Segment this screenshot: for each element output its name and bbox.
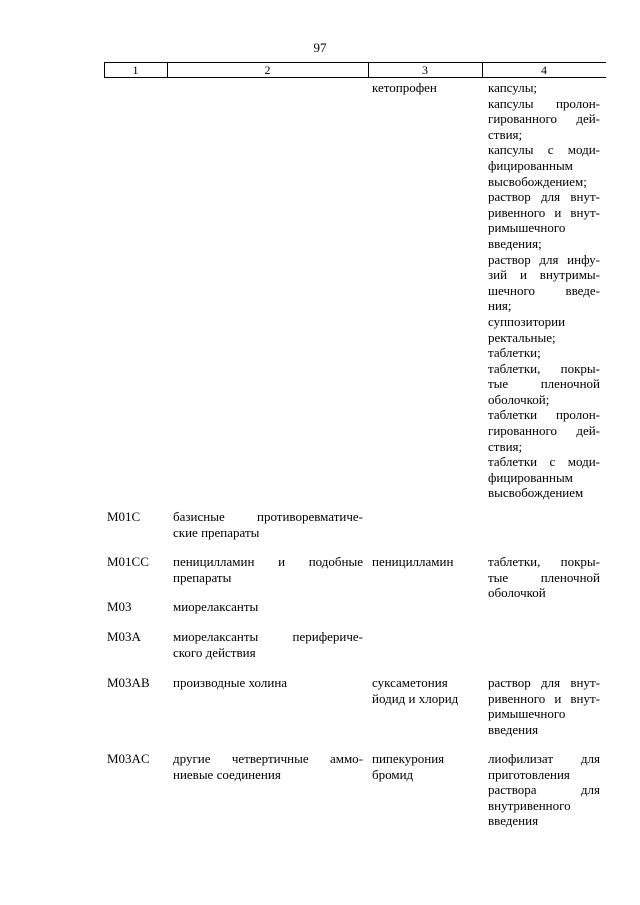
text-line: приготовления (488, 766, 570, 782)
dosage-forms (488, 554, 600, 601)
page-number: 97 (313, 40, 327, 55)
text-line: таблетки с моди- (488, 454, 600, 470)
atc-code: M03A (107, 629, 141, 644)
text-line: ректальные; (488, 329, 556, 345)
text-line: ривенного и внут- (488, 690, 600, 706)
text-line: ские препараты (173, 524, 260, 540)
text-line: высвобождением (488, 485, 584, 501)
text-line: производные холина (173, 675, 288, 690)
text-line: тые пленочной (488, 569, 600, 585)
text-line: миорелаксанты перифериче- (173, 629, 363, 644)
text-line: суксаметония (372, 675, 448, 690)
text-line: пеницилламин и подобные (173, 554, 363, 569)
continuation-substance: кетопрофен (372, 80, 437, 95)
text-line: ниевые соединения (173, 766, 281, 782)
atc-code: M03AB (107, 675, 150, 690)
text-line: пипекурония (372, 751, 445, 766)
dosage-forms (488, 675, 600, 737)
column-header-2: 2 (264, 63, 271, 77)
text-line: капсулы с моди- (488, 142, 600, 158)
text-line: зий и внутримы- (488, 267, 600, 283)
text-line: введения (488, 813, 539, 829)
text-line: римышечного (488, 706, 566, 722)
text-line: тые пленочной (488, 376, 600, 392)
text-line: йодид и хлорид (372, 690, 459, 706)
group-name (173, 554, 363, 585)
text-line: капсулы пролон- (488, 95, 600, 111)
text-line: базисные противоревматиче- (173, 509, 363, 524)
substance-name (372, 751, 482, 782)
group-name (173, 629, 363, 660)
atc-code: M01C (107, 509, 141, 524)
text-line: капсулы; (488, 80, 538, 95)
text-line: таблетки, покры- (488, 360, 600, 376)
text-line: введения; (488, 235, 542, 251)
group-name (173, 675, 363, 691)
text-line: внутривенного (488, 797, 571, 813)
text-line: таблетки; (488, 345, 541, 361)
text-line: гированного дей- (488, 423, 600, 439)
text-line: другие четвертичные аммо- (173, 751, 363, 766)
text-line: таблетки пролон- (488, 407, 600, 423)
table-header-row (104, 62, 606, 78)
group-name (173, 599, 363, 615)
substance-name (372, 675, 482, 706)
text-line: шечного введе- (488, 282, 600, 298)
column-header-4: 4 (541, 63, 547, 77)
text-line: бромид (372, 766, 414, 782)
continuation-forms (488, 80, 600, 501)
text-line: римышечного (488, 220, 566, 236)
text-line: ривенного и внут- (488, 204, 600, 220)
text-line: препараты (173, 569, 232, 585)
text-line: оболочкой (488, 585, 546, 601)
atc-code: M01CC (107, 554, 149, 569)
text-line: ствия; (488, 438, 523, 454)
group-name (173, 509, 363, 540)
text-line: раствор для инфу- (488, 251, 600, 267)
text-line: ния; (488, 298, 512, 314)
atc-code: M03 (107, 599, 132, 614)
group-name (173, 751, 363, 782)
text-line: оболочкой; (488, 391, 550, 407)
text-line: фицированным (488, 157, 573, 173)
text-line: ствия; (488, 126, 523, 142)
text-line: суппозитории (488, 313, 566, 329)
text-line: ского действия (173, 644, 256, 660)
column-header-3: 3 (422, 63, 428, 77)
text-line: таблетки, покры- (488, 554, 600, 569)
text-line: фицированным (488, 469, 573, 485)
substance-name (372, 554, 482, 570)
text-line: раствор для внут- (488, 675, 600, 690)
atc-code: M03AC (107, 751, 150, 766)
text-line: лиофилизат для (488, 751, 600, 766)
text-line: пеницилламин (372, 554, 454, 569)
text-line: раствора для (488, 782, 600, 798)
dosage-forms (488, 751, 600, 829)
text-line: введения (488, 721, 539, 737)
text-line: гированного дей- (488, 111, 600, 127)
text-line: миорелаксанты (173, 599, 259, 614)
column-header-1: 1 (132, 63, 139, 77)
text-line: раствор для внут- (488, 189, 600, 205)
text-line: высвобождением; (488, 173, 587, 189)
